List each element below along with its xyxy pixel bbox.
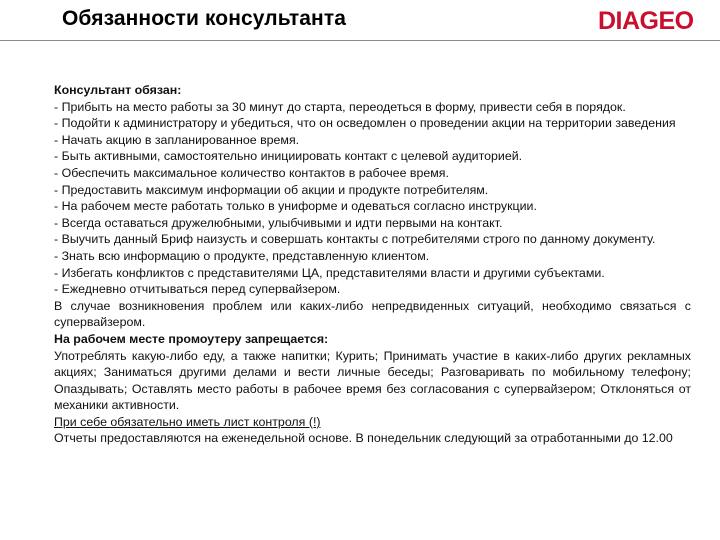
slide-title: Обязанности консультанта xyxy=(62,7,346,30)
duties-heading: Консультант обязан: xyxy=(54,83,182,97)
content-body xyxy=(54,82,691,447)
diageo-logo: DIAGEO xyxy=(598,7,694,35)
prohibited-heading: На рабочем месте промоутеру запрещается: xyxy=(54,331,329,346)
duty-item: - Всегда оставаться дружелюбными, улыбчивыми и идти первыми на контакт. xyxy=(54,215,503,230)
duty-item: - Выучить данный Бриф наизусть и совершать контакты с потребителями строго по данному документу. xyxy=(54,232,656,247)
title-divider xyxy=(0,40,720,41)
title-bar xyxy=(0,0,720,40)
duties-list xyxy=(54,99,691,331)
duty-item: - Ежедневно отчитываться перед супервайзером. xyxy=(54,282,341,297)
duty-item: - Прибыть на место работы за 30 минут до старта, переодеться в форму, привести себя в порядок. xyxy=(54,99,626,114)
reports-note: Отчеты предоставляются на еженедельной основе. В понедельник следующий за отработанными до 12.00 xyxy=(54,431,673,446)
duty-item: - Подойти к администратору и убедиться, что он осведомлен о проведении акции на территории заведения xyxy=(54,116,676,131)
duty-item: - Быть активными, самостоятельно инициировать контакт с целевой аудиторией. xyxy=(54,149,523,164)
duty-item: - Избегать конфликтов с представителями ЦА, представителями власти и другими субъектами. xyxy=(54,265,605,280)
duty-item: - На рабочем месте работать только в униформе и одеваться согласно инструкции. xyxy=(54,199,537,214)
duty-item: - Начать акцию в запланированное время. xyxy=(54,132,300,147)
duty-item: - Предоставить максимум информации об акции и продукте потребителям. xyxy=(54,182,489,197)
duty-item: - Знать всю информацию о продукте, представленную клиентом. xyxy=(54,248,430,263)
duty-item: - Обеспечить максимальное количество контактов в рабочее время. xyxy=(54,165,449,180)
control-sheet-note: При себе обязательно иметь лист контроля (!) xyxy=(54,414,321,429)
prohibited-text: Употреблять какую-либо еду, а также напитки; Курить; Принимать участие в каких-либо других рекламных акциях; Заниматься другими делами и вести личные беседы; Разговаривать по мобильному телефону; Опаздывать; Оставлять место работы в рабочее время без согласования с супервайзером; Отклоняться от механики активности. xyxy=(54,348,691,413)
duty-item: В случае возникновения проблем или каких-либо непредвиденных ситуаций, необходимо связаться с супервайзером. xyxy=(54,298,691,330)
